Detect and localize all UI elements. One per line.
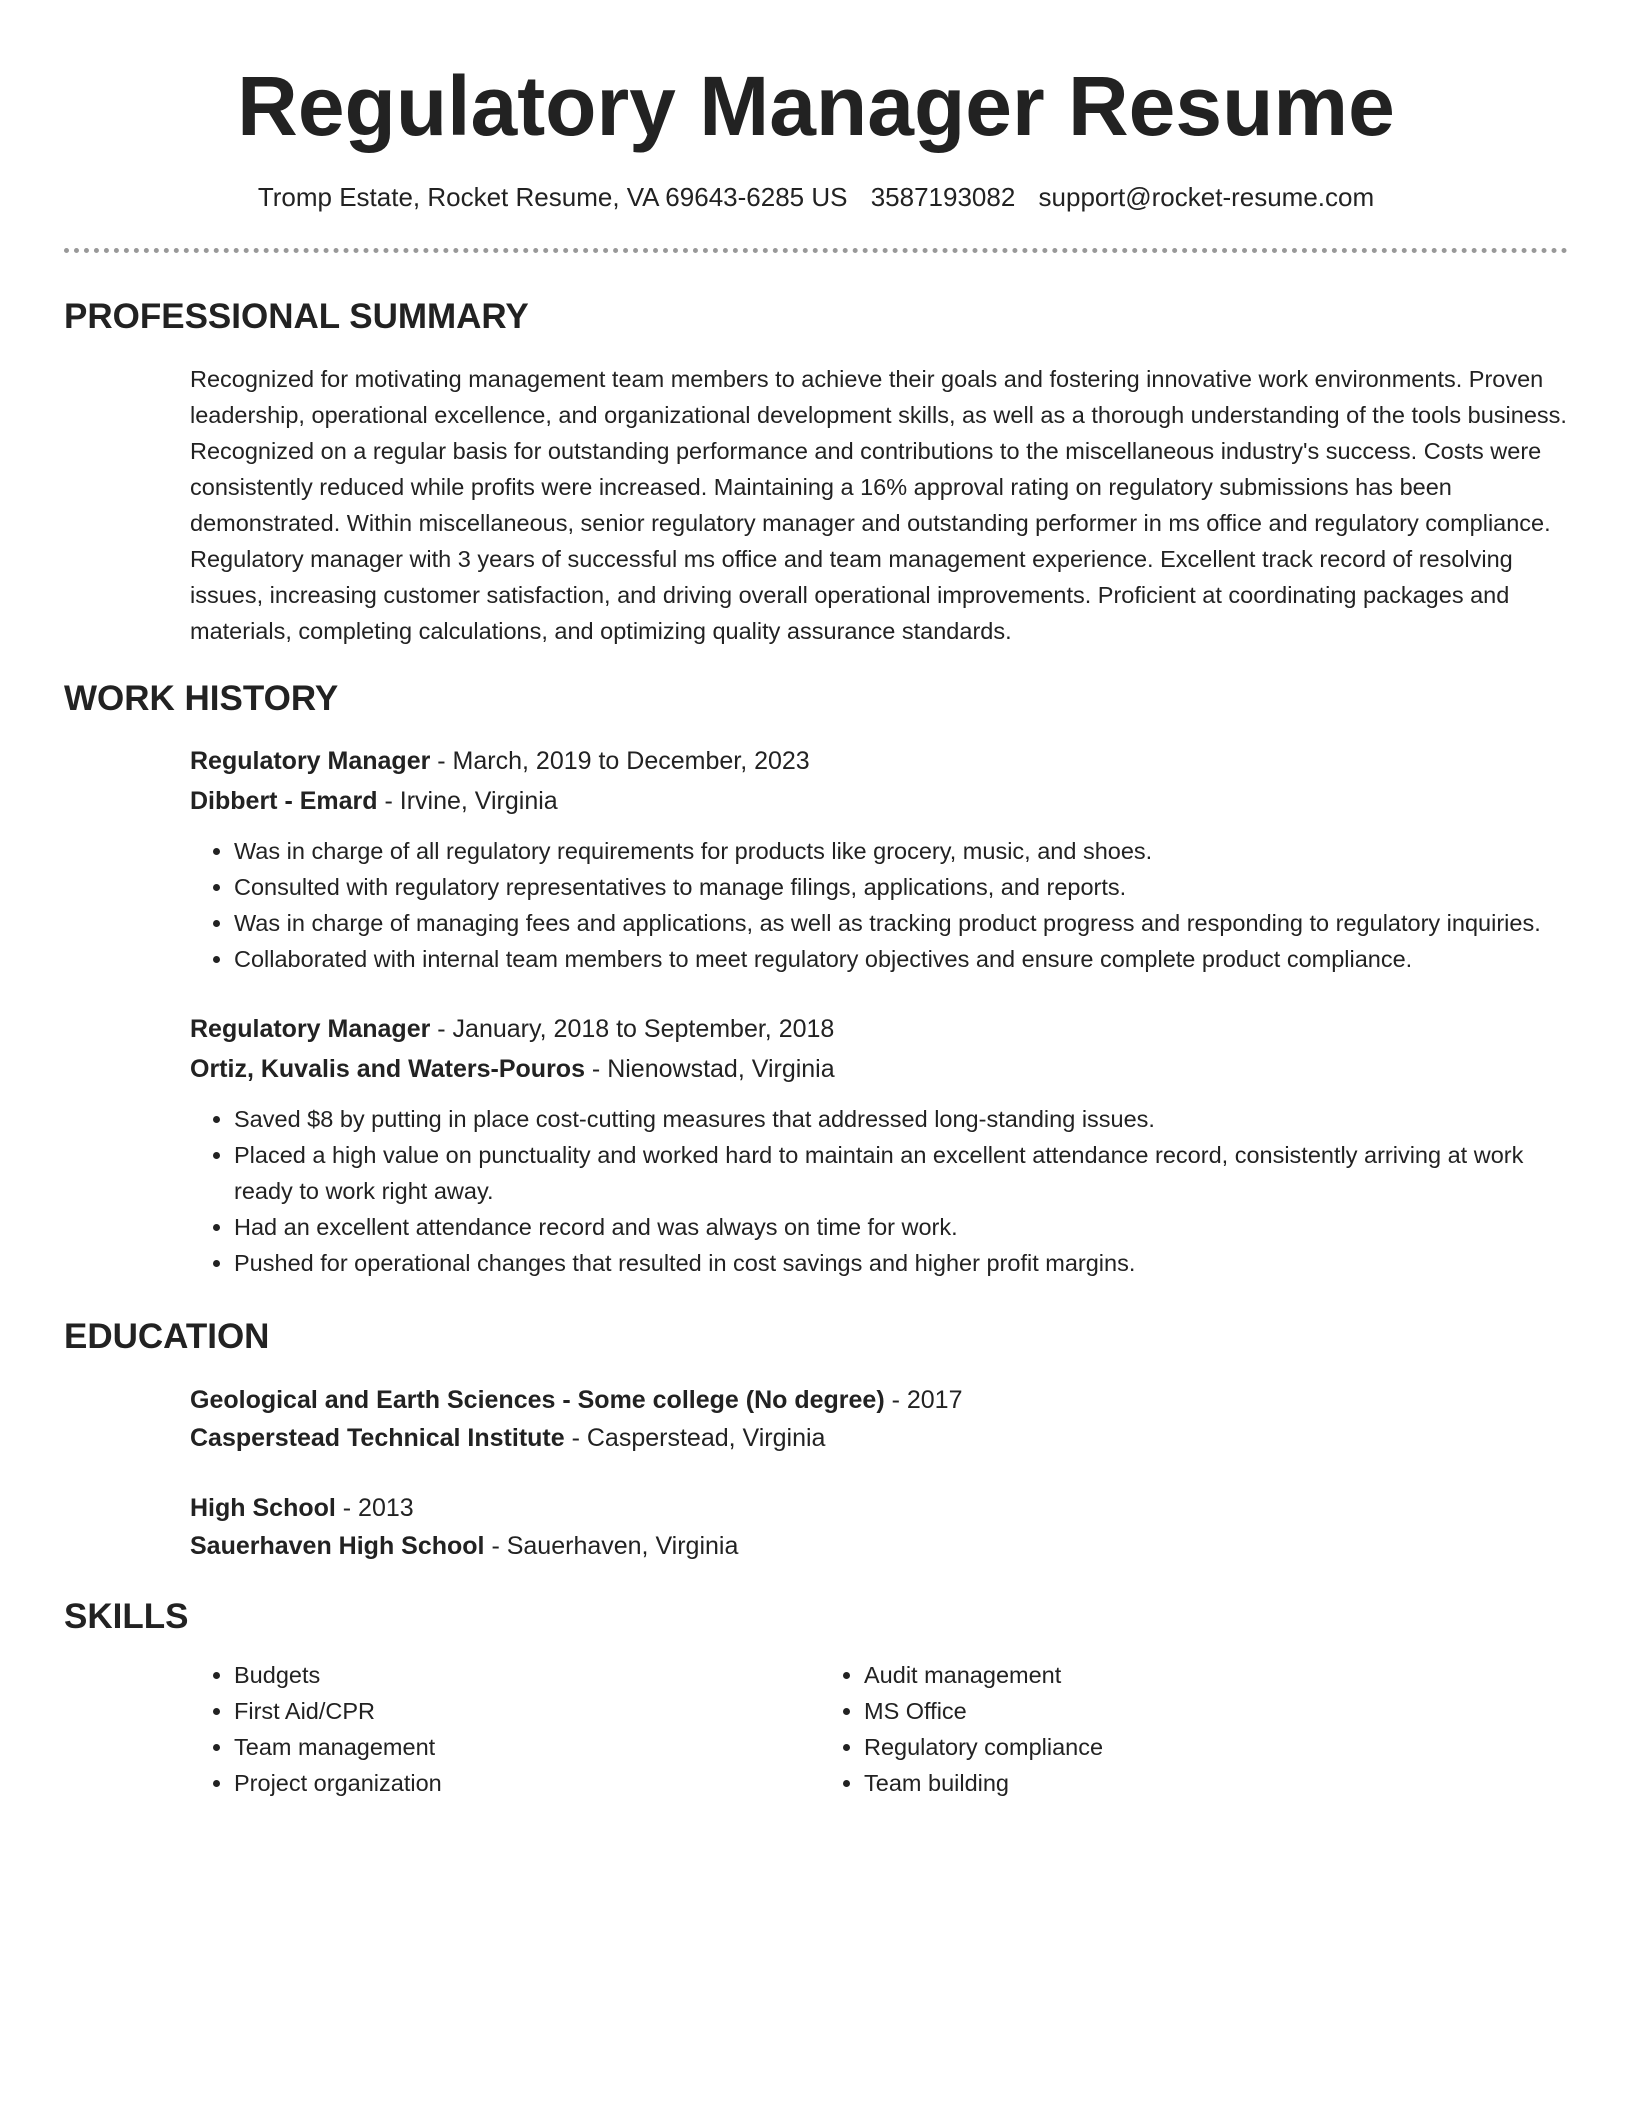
skill-item: • Budgets: [234, 1657, 820, 1693]
job-company-line: [190, 781, 1568, 821]
job-company: Dibbert - Emard: [190, 787, 378, 815]
resume-title: Regulatory Manager Resume: [237, 59, 1395, 153]
education-section: [64, 1381, 1568, 1565]
skill-item: • MS Office: [864, 1693, 1450, 1729]
education-school: Sauerhaven High School: [190, 1532, 485, 1560]
education-location: - Sauerhaven, Virginia: [484, 1532, 739, 1560]
skill-item: • Audit management: [864, 1657, 1450, 1693]
skills-list-left: [190, 1657, 820, 1801]
job-bullet: • Was in charge of all regulatory requirements for products like grocery, music, and shoes.: [234, 833, 1568, 869]
education-degree: High School: [190, 1494, 336, 1522]
summary-heading: PROFESSIONAL SUMMARY: [64, 297, 529, 336]
job-role: Regulatory Manager: [190, 1015, 431, 1043]
skill-item: • First Aid/CPR: [234, 1693, 820, 1729]
skills-list-right: [820, 1657, 1450, 1801]
job-role-line: [190, 1009, 1568, 1049]
job-bullet: • Saved $8 by putting in place cost-cutting measures that addressed long-standing issues.: [234, 1101, 1568, 1137]
job-bullet: • Was in charge of managing fees and applications, as well as tracking product progress and responding to regulatory inquiries.: [234, 905, 1568, 941]
skill-item: • Regulatory compliance: [864, 1729, 1450, 1765]
job-bullets: [190, 1101, 1568, 1281]
skills-section: [64, 1657, 1568, 1801]
job-bullets: [190, 833, 1568, 977]
education-entry: [190, 1489, 1568, 1565]
summary-section: [64, 361, 1568, 649]
education-heading: EDUCATION: [64, 1317, 270, 1356]
skill-item: • Team building: [864, 1765, 1450, 1801]
education-school-line: [190, 1419, 1568, 1457]
education-degree: Geological and Earth Sciences - Some college (No degree): [190, 1386, 885, 1414]
contact-line: [64, 180, 1568, 214]
education-degree-line: [190, 1489, 1568, 1527]
skill-item: • Team management: [234, 1729, 820, 1765]
job-role: Regulatory Manager: [190, 747, 431, 775]
job-bullet: • Consulted with regulatory representatives to manage filings, applications, and reports.: [234, 869, 1568, 905]
education-year: - 2013: [335, 1494, 414, 1522]
resume-header: [64, 0, 1568, 253]
job-bullet: • Pushed for operational changes that resulted in cost savings and higher profit margins.: [234, 1245, 1568, 1281]
education-degree-line: [190, 1381, 1568, 1419]
job-bullet: • Collaborated with internal team members to meet regulatory objectives and ensure complete product compliance.: [234, 941, 1568, 977]
skills-heading: SKILLS: [64, 1597, 189, 1636]
education-entry: [190, 1381, 1568, 1457]
work-history-section: [64, 741, 1568, 1281]
skill-item: • Project organization: [234, 1765, 820, 1801]
contact-email: support@rocket-resume.com: [1038, 182, 1375, 212]
job-bullet: • Had an excellent attendance record and was always on time for work.: [234, 1209, 1568, 1245]
contact-address: Tromp Estate, Rocket Resume, VA 69643-6285 US: [257, 182, 848, 212]
education-school-line: [190, 1527, 1568, 1565]
work-history-heading: WORK HISTORY: [64, 679, 339, 718]
job-bullet: • Placed a high value on punctuality and worked hard to maintain an excellent attendance record, consistently arriving at work ready to work right away.: [234, 1137, 1568, 1209]
job-role-line: [190, 741, 1568, 781]
skills-columns: [190, 1657, 1568, 1801]
education-year: - 2017: [884, 1386, 963, 1414]
job-dates: - January, 2018 to September, 2018: [430, 1015, 835, 1043]
job-dates: - March, 2019 to December, 2023: [430, 747, 810, 775]
contact-phone: 3587193082: [870, 182, 1016, 212]
job-location: - Nienowstad, Virginia: [584, 1055, 835, 1083]
header-divider: [64, 248, 1568, 253]
job-company-line: [190, 1049, 1568, 1089]
job-company: Ortiz, Kuvalis and Waters-Pouros: [190, 1055, 585, 1083]
job-entry: [190, 1009, 1568, 1281]
education-location: - Casperstead, Virginia: [564, 1424, 826, 1452]
job-location: - Irvine, Virginia: [377, 787, 558, 815]
job-entry: [190, 741, 1568, 977]
summary-text: Recognized for motivating management team members to achieve their goals and fostering innovative work environments. Proven leadership, operational excellence, and organizational development skills, as well as a thorough understanding of the tools business. Recognized on a regular basis for outstanding performance and contributions to the miscellaneous industry's success. Costs were consistently reduced while profits were increased. Maintaining a 16% approval rating on regulatory submissions has been demonstrated. Within miscellaneous, senior regulatory manager and outstanding performer in ms office and regulatory compliance. Regulatory manager with 3 years of successful ms office and team management experience. Excellent track record of resolving issues, increasing customer satisfaction, and driving overall operational improvements. Proficient at coordinating packages and materials, completing calculations, and optimizing quality assurance standards.: [190, 366, 1567, 644]
education-school: Casperstead Technical Institute: [190, 1424, 565, 1452]
